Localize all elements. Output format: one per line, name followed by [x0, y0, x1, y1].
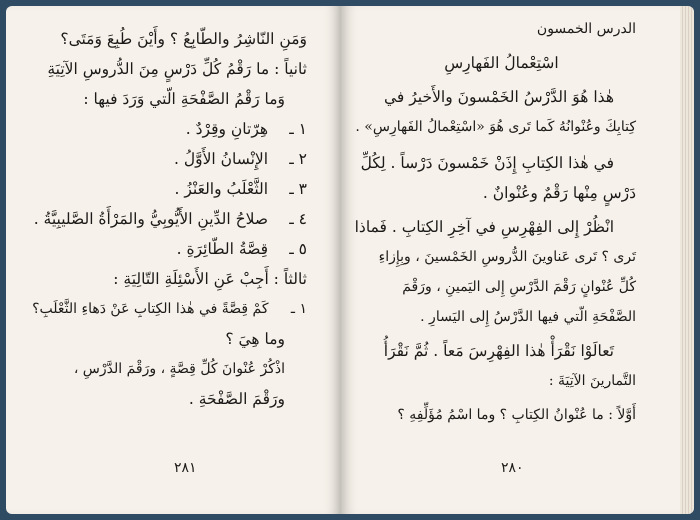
question-line: اذْكُرْ عُنْوانَ كُلِّ قِصَّةٍ ، ورَقْمَ الدَّرْسِ ،	[73, 361, 285, 377]
running-head: الدرس الخمسون	[536, 21, 636, 37]
page-number: ٢٨١	[174, 460, 197, 476]
item-number: ٤ ـ	[289, 210, 307, 228]
question-text: كَمْ قِصَّةً في هٰذا الكِتابِ عَنْ دَهاءِ الثَّعْلَبِ؟	[32, 301, 269, 317]
question-line: ورَقْمَ الصَّفْحَةِ .	[188, 390, 285, 408]
text-line: وَمَنِ النّاشِرُ والطّابِعُ ؟ وأَيْنَ طُبِعَ وَمَتَى؟	[60, 30, 307, 48]
item-text: هِرّتانِ وقِرْدٌ .	[185, 120, 269, 138]
text-line: الصَّفْحَةِ الّتي فيها الدَّرْسُ إِلى اليَسارِ .	[420, 309, 636, 325]
text-line: التَّمارينَ الآتِيَةَ :	[548, 373, 636, 389]
section-heading: ثالثاً : أَجِبْ عَنِ الأَسْئِلَةِ التّالِيَةِ :	[113, 270, 307, 288]
item-text: قِصَّةُ الطّائِرَةِ .	[176, 240, 269, 258]
item-text: الإِنْسانُ الأَوَّلُ .	[173, 150, 269, 168]
text-line: كُلِّ عُنْوانٍ رَقْمَ الدَّرْسِ إِلى اليَمينِ ، ورَقْمَ	[402, 279, 636, 295]
text-line: كِتابِكَ وعُنْوانُهُ كَما تَرى هُوَ «اسْتِعْمالُ الفَهارِسِ» .	[355, 119, 636, 135]
item-number: ٣ ـ	[289, 180, 307, 198]
list-item	[36, 144, 307, 174]
item-text: صلاحُ الدِّينِ الأَيُّوبِيُّ والمَرْأَةُ الصَّليبِيَّةُ .	[33, 210, 269, 228]
text-line: ثانياً : ما رَقْمُ كُلِّ دَرْسٍ مِنَ الدُّروسِ الآتِيَةِ	[47, 60, 307, 78]
question-line: أَوَّلاً : ما عُنْوانُ الكِتابِ ؟ وما اسْمُ مُؤَلِّفِهِ ؟	[397, 407, 636, 423]
right-page	[341, 6, 694, 514]
page-edges	[680, 6, 694, 514]
text-line: هٰذا هُوَ الدَّرْسُ الخَمْسونَ والأَخيرُ في	[384, 88, 614, 106]
item-number: ٢ ـ	[289, 150, 307, 168]
page-number: ٢٨٠	[501, 460, 524, 476]
text-line: دَرْسٍ مِنْها رَقْمٌ وعُنْوانٌ .	[482, 184, 636, 202]
text-line: انْظُرْ إِلى الفِهْرِسِ في آخِرِ الكِتابِ . فَماذا	[354, 218, 614, 236]
text-line: تَعالَوْا نَقْرَأْ هٰذا الفِهْرِسَ مَعاً . ثُمَّ نَقْرَأُ	[383, 342, 614, 360]
list-item	[36, 234, 307, 264]
left-page	[6, 6, 341, 514]
item-number: ٥ ـ	[289, 240, 307, 258]
text-line: تَرى ؟ تَرى عَناوينَ الدُّروسِ الخَمْسينَ ، وبِإِزاءِ	[378, 249, 636, 265]
list-item	[33, 204, 307, 234]
text-line: في هٰذا الكِتابِ إِذَنْ خَمْسونَ دَرْساً . لِكُلِّ	[360, 154, 614, 172]
item-number: ١ ـ	[290, 301, 307, 317]
list-item	[36, 174, 307, 204]
list-item	[36, 114, 307, 144]
item-text: الثَّعْلَبُ والعَنْزُ .	[174, 180, 269, 198]
item-number: ١ ـ	[289, 120, 307, 138]
page-title: اسْتِعْمالُ الفَهارِسِ	[444, 54, 559, 72]
book-spread	[6, 6, 694, 514]
question-line: وما هِيَ ؟	[225, 330, 285, 348]
text-line: وَما رَقْمُ الصَّفْحَةِ الّتي وَرَدَ فيها :	[83, 90, 285, 108]
question-line	[32, 294, 307, 324]
